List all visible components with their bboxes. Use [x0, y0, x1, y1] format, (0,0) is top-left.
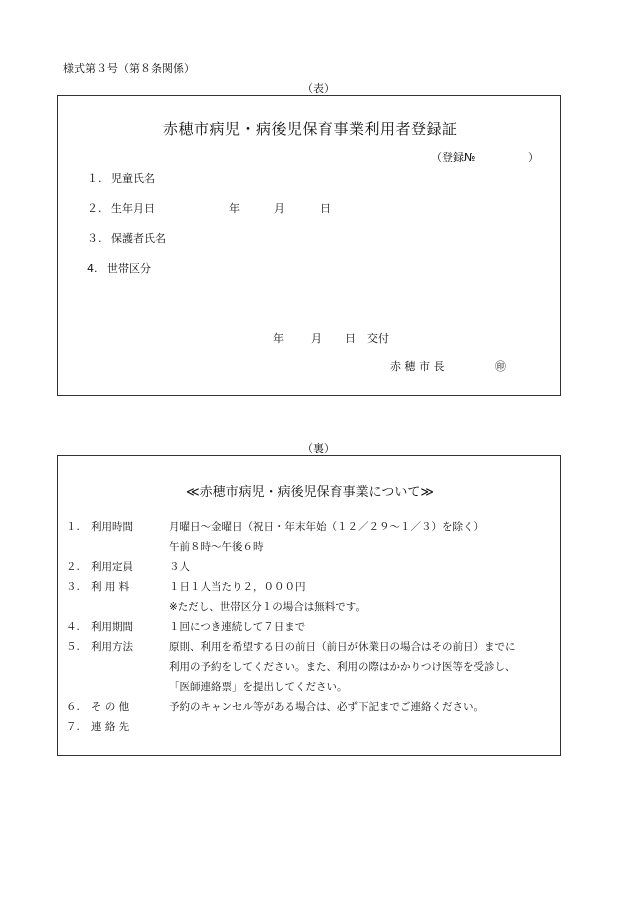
- back-title: ≪赤穂市病児・病後児保育事業について≫: [186, 485, 434, 500]
- item-line: 午前８時～午後６時: [169, 541, 264, 553]
- seal-mark: ㊞: [495, 360, 506, 373]
- item-line: ※ただし、世帯区分１の場合は無料です。: [169, 601, 366, 613]
- birth-day-label: 日: [320, 202, 331, 215]
- item-label-other: そ の 他: [91, 701, 130, 713]
- item-label-capacity: 利用定員: [91, 561, 133, 573]
- item-number: ２.: [66, 561, 80, 573]
- field-number: 4.: [87, 262, 98, 275]
- item-number: ６.: [66, 701, 80, 713]
- form-number: 様式第３号（第８条関係）: [63, 62, 195, 75]
- front-side-label: （表）: [302, 82, 335, 95]
- birth-month-label: 月: [274, 202, 285, 215]
- field-label: 保護者氏名: [111, 232, 166, 245]
- registration-no-close: ）: [528, 151, 539, 164]
- item-line: 月曜日～金曜日（祝日・年末年始（１２／２９～１／３）を除く）: [169, 521, 484, 533]
- item-label-contact: 連 絡 先: [91, 721, 130, 733]
- item-line: １日１人当たり２，０００円: [169, 581, 306, 593]
- registration-no-label: （登録№: [431, 151, 476, 164]
- item-line: １回につき連続して７日まで: [169, 621, 306, 633]
- field-number: ２.: [87, 202, 102, 215]
- item-label-fee: 利 用 料: [91, 581, 130, 593]
- issue-label: 交付: [367, 332, 389, 345]
- item-label-hours: 利用時間: [91, 521, 133, 533]
- item-line: 予約のキャンセル等がある場合は、必ず下記までご連絡ください。: [169, 701, 484, 713]
- field-birthdate: [87, 200, 155, 216]
- field-guardian-name: [87, 230, 166, 246]
- issue-month-label: 月: [311, 332, 322, 345]
- front-card: [57, 95, 561, 396]
- field-household-category: [87, 260, 151, 276]
- back-card: [57, 455, 561, 756]
- item-label-period: 利用期間: [91, 621, 133, 633]
- item-line: 「医師連絡票」を提出してください。: [169, 681, 348, 693]
- item-number: ４.: [66, 621, 80, 633]
- field-label: 児童氏名: [111, 172, 155, 185]
- birth-year-label: 年: [229, 202, 240, 215]
- item-line: ３人: [169, 561, 190, 573]
- issue-day-label: 日: [345, 332, 356, 345]
- field-child-name: [87, 170, 155, 186]
- field-label: 生年月日: [111, 202, 155, 215]
- mayor-label: 赤 穂 市 長: [390, 360, 445, 373]
- item-line: 利用の予約をしてください。また、利用の際はかかりつけ医等を受診し、: [169, 661, 516, 673]
- back-side-label: （裏）: [302, 442, 335, 455]
- item-number: ７.: [66, 721, 80, 733]
- item-line: 原則、利用を希望する日の前日（前日が休業日の場合はその前日）までに: [169, 641, 516, 653]
- issue-year-label: 年: [273, 332, 284, 345]
- field-label: 世帯区分: [107, 262, 151, 275]
- item-number: ３.: [66, 581, 80, 593]
- item-label-method: 利用方法: [91, 641, 133, 653]
- item-number: １.: [66, 521, 80, 533]
- field-number: １.: [87, 172, 102, 185]
- front-title: 赤穂市病児・病後児保育事業利用者登録証: [163, 120, 458, 138]
- field-number: ３.: [87, 232, 102, 245]
- item-number: ５.: [66, 641, 80, 653]
